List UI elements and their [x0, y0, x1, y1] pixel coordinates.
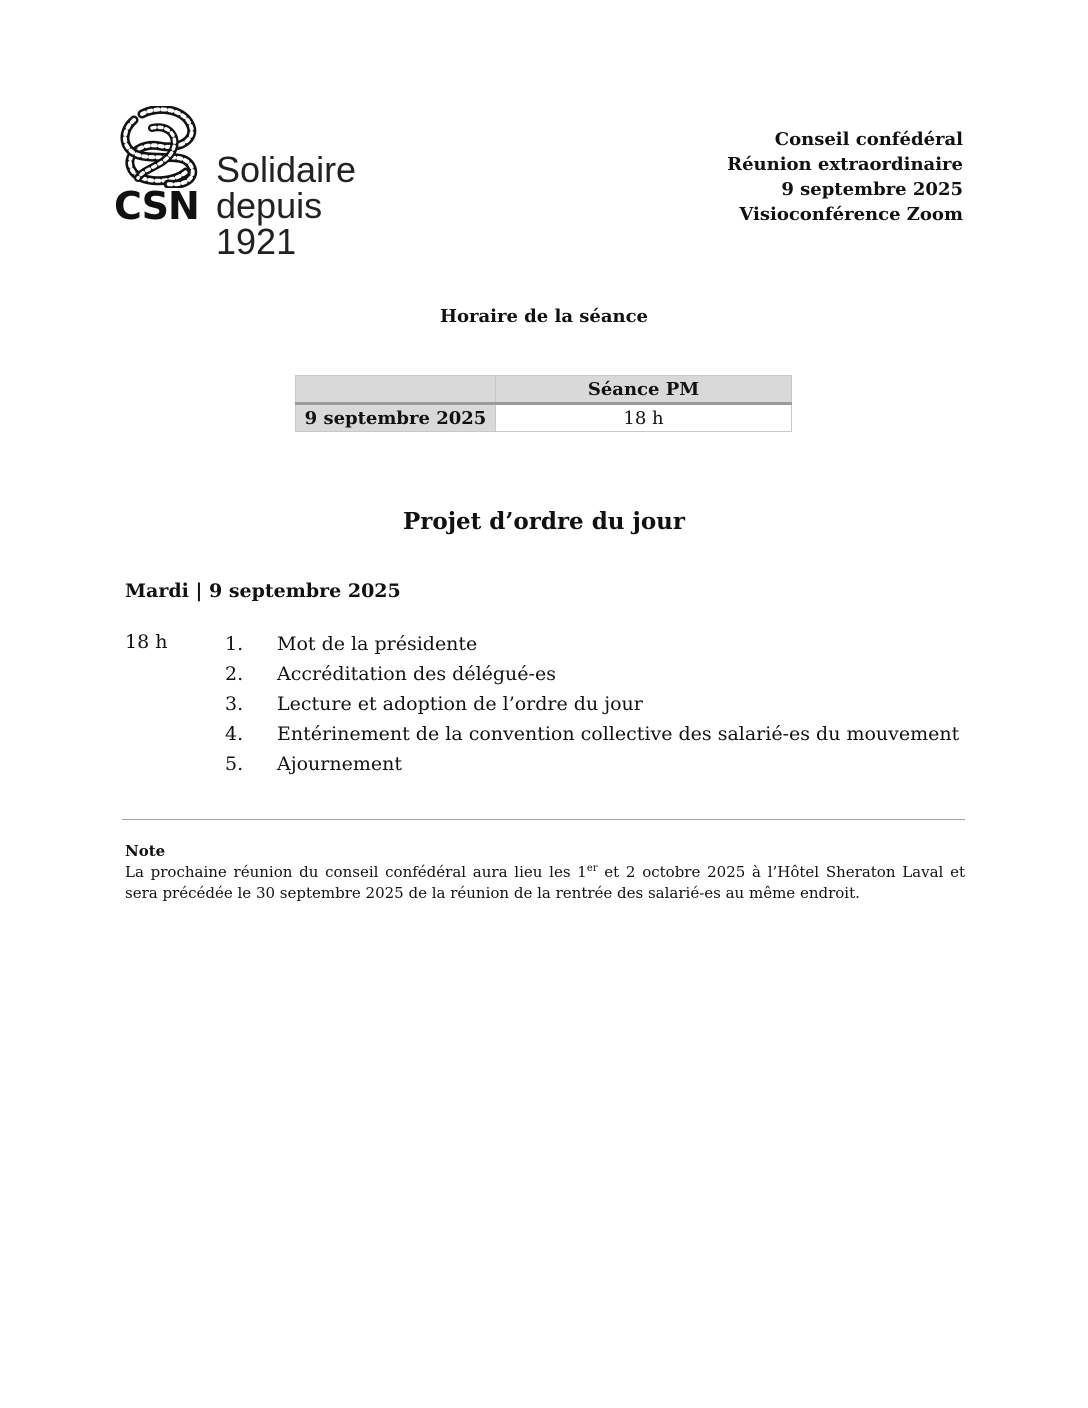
logo-tagline-line2: depuis 1921: [216, 185, 323, 262]
agenda-item-label: Entérinement de la convention collective des salarié-es du mouvement: [277, 723, 960, 745]
list-item: [225, 691, 959, 721]
agenda-item-label: Accréditation des délégué-es: [277, 663, 556, 685]
table-row: [296, 404, 792, 432]
list-item: [225, 661, 959, 691]
agenda-item-label: Mot de la présidente: [277, 633, 478, 655]
agenda-item-number: 5.: [225, 753, 244, 775]
schedule-table: [295, 375, 792, 432]
schedule-empty-header: [296, 376, 496, 404]
list-item: [225, 751, 959, 781]
meeting-body: Conseil confédéral: [774, 129, 963, 150]
agenda-list: [225, 631, 959, 781]
schedule-row-value: 18 h: [496, 404, 792, 432]
agenda-time: 18 h: [125, 631, 168, 653]
schedule-column-header: Séance PM: [496, 376, 792, 404]
logo-tagline: [216, 149, 412, 262]
note-text: [125, 862, 965, 904]
note-title: Note: [125, 842, 166, 860]
agenda-item-number: 3.: [225, 693, 244, 715]
knot-logo-icon: [112, 106, 206, 188]
logo-brand-text: CSN: [114, 184, 199, 228]
list-item: [225, 721, 959, 751]
schedule-header-row: [296, 376, 792, 404]
meeting-date: 9 septembre 2025: [781, 179, 963, 200]
agenda-day-heading: Mardi | 9 septembre 2025: [125, 580, 401, 602]
agenda-item-number: 2.: [225, 663, 244, 685]
note-text-part1: La prochaine réunion du conseil confédéral aura lieu les 1: [125, 863, 587, 881]
agenda-item-label: Lecture et adoption de l’ordre du jour: [277, 693, 643, 715]
note-text-part2: et 2 octobre 2025 à l’Hôtel Sheraton Laval et sera précédée le 30 septembre 2025 de la réunion de la rentrée des salarié-es au même endroit.: [125, 863, 965, 902]
agenda-item-number: 4.: [225, 723, 244, 745]
note-text-superscript: er: [586, 863, 598, 874]
section-divider: [122, 819, 965, 820]
schedule-title: Horaire de la séance: [439, 306, 649, 327]
schedule-row-label: 9 septembre 2025: [296, 404, 496, 432]
logo-tagline-line1: Solidaire: [216, 149, 357, 190]
agenda-title: Projet d’ordre du jour: [402, 508, 686, 535]
list-item: [225, 631, 959, 661]
meeting-type: Réunion extraordinaire: [727, 154, 963, 175]
agenda-item-number: 1.: [225, 633, 244, 655]
csn-logo: [112, 106, 412, 262]
meeting-location: Visioconférence Zoom: [739, 204, 963, 225]
agenda-item-label: Ajournement: [277, 753, 402, 775]
meeting-header: [727, 127, 963, 227]
